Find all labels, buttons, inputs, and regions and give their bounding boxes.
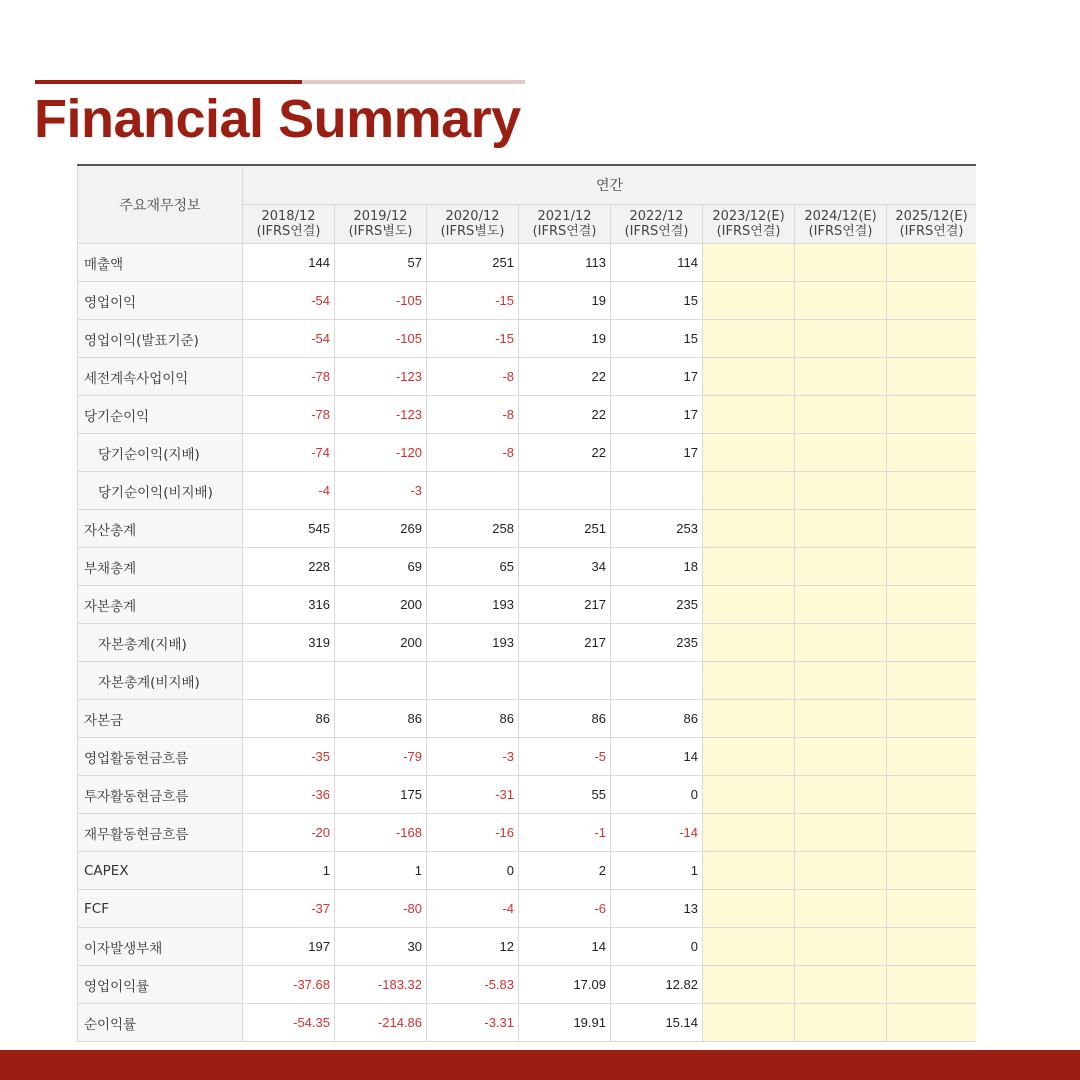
table-cell: 15 [611, 320, 703, 358]
table-cell [887, 624, 977, 662]
period-column-header [703, 205, 795, 244]
table-cell: -3.31 [427, 1004, 519, 1042]
row-label: 자본금 [78, 700, 243, 738]
table-row [78, 890, 977, 928]
period-column-header [519, 205, 611, 244]
row-label: 당기순이익(비지배) [78, 472, 243, 510]
table-cell: 235 [611, 624, 703, 662]
table-cell [703, 396, 795, 434]
row-label: 투자활동현금흐름 [78, 776, 243, 814]
table-cell: 57 [335, 244, 427, 282]
table-cell [519, 662, 611, 700]
table-cell: -5 [519, 738, 611, 776]
table-cell: 18 [611, 548, 703, 586]
table-cell: -15 [427, 320, 519, 358]
table-cell: 1 [243, 852, 335, 890]
table-row [78, 966, 977, 1004]
table-row [78, 928, 977, 966]
period-label: 2025/12(E) [895, 209, 968, 224]
table-cell [795, 320, 887, 358]
table-cell [795, 396, 887, 434]
row-label: 영업이익률 [78, 966, 243, 1004]
financial-table-container [77, 164, 976, 1042]
table-cell [795, 700, 887, 738]
table-cell: -8 [427, 358, 519, 396]
table-cell: -31 [427, 776, 519, 814]
table-cell: 200 [335, 624, 427, 662]
title-rule-accent [35, 80, 302, 84]
table-cell [887, 890, 977, 928]
annual-group-header: 연간 [243, 165, 977, 205]
table-cell: -120 [335, 434, 427, 472]
table-row [78, 814, 977, 852]
table-cell [703, 890, 795, 928]
table-cell [887, 320, 977, 358]
table-cell: 86 [519, 700, 611, 738]
table-cell [243, 662, 335, 700]
table-cell [795, 662, 887, 700]
table-cell: 22 [519, 358, 611, 396]
table-cell [703, 662, 795, 700]
accounting-basis-label: (IFRS연결) [899, 224, 964, 239]
table-cell: 251 [519, 510, 611, 548]
table-row [78, 358, 977, 396]
table-cell [887, 510, 977, 548]
table-cell: 235 [611, 586, 703, 624]
table-cell [703, 548, 795, 586]
row-label: 영업활동현금흐름 [78, 738, 243, 776]
table-row [78, 776, 977, 814]
table-cell: 193 [427, 624, 519, 662]
table-cell [887, 396, 977, 434]
table-cell: 15 [611, 282, 703, 320]
period-label: 2024/12(E) [804, 209, 877, 224]
row-label: 순이익률 [78, 1004, 243, 1042]
table-cell: 22 [519, 434, 611, 472]
table-cell: 15.14 [611, 1004, 703, 1042]
table-cell: 17 [611, 396, 703, 434]
table-cell [795, 1004, 887, 1042]
table-cell [795, 358, 887, 396]
table-cell: 217 [519, 624, 611, 662]
table-cell: 258 [427, 510, 519, 548]
table-cell: 86 [243, 700, 335, 738]
table-cell: -8 [427, 434, 519, 472]
table-row [78, 320, 977, 358]
row-label: 재무활동현금흐름 [78, 814, 243, 852]
table-cell [795, 776, 887, 814]
table-cell: -14 [611, 814, 703, 852]
table-cell: 30 [335, 928, 427, 966]
row-label: 영업이익(발표기준) [78, 320, 243, 358]
table-cell [887, 586, 977, 624]
table-cell [887, 776, 977, 814]
table-cell [887, 700, 977, 738]
table-cell [887, 738, 977, 776]
table-row [78, 738, 977, 776]
table-cell: 217 [519, 586, 611, 624]
table-cell [703, 928, 795, 966]
table-cell: 86 [427, 700, 519, 738]
table-cell: 34 [519, 548, 611, 586]
table-cell: 200 [335, 586, 427, 624]
page-title: Financial Summary [34, 89, 521, 149]
table-cell [703, 320, 795, 358]
table-cell [703, 700, 795, 738]
table-cell [703, 244, 795, 282]
period-column-header [243, 205, 335, 244]
footer-bar [0, 1050, 1080, 1080]
table-row [78, 586, 977, 624]
accounting-basis-label: (IFRS연결) [808, 224, 873, 239]
table-cell: -16 [427, 814, 519, 852]
row-label: FCF [78, 890, 243, 928]
table-cell [887, 472, 977, 510]
accounting-basis-label: (IFRS연결) [624, 224, 689, 239]
accounting-basis-label: (IFRS별도) [348, 224, 413, 239]
table-cell: -15 [427, 282, 519, 320]
table-cell [887, 928, 977, 966]
table-cell [795, 966, 887, 1004]
table-cell: -214.86 [335, 1004, 427, 1042]
table-cell: 197 [243, 928, 335, 966]
table-cell [887, 244, 977, 282]
table-cell: 545 [243, 510, 335, 548]
table-cell [795, 434, 887, 472]
period-column-header [795, 205, 887, 244]
label-column-header: 주요재무정보 [78, 165, 243, 244]
table-cell: 12 [427, 928, 519, 966]
table-cell [703, 434, 795, 472]
table-row [78, 244, 977, 282]
table-cell [887, 1004, 977, 1042]
row-label: 영업이익 [78, 282, 243, 320]
period-label: 2022/12 [629, 209, 684, 224]
period-column-header [887, 205, 977, 244]
table-cell: -105 [335, 320, 427, 358]
table-cell [795, 814, 887, 852]
table-cell [703, 282, 795, 320]
table-cell [795, 548, 887, 586]
table-cell: 113 [519, 244, 611, 282]
row-label: 자본총계(지배) [78, 624, 243, 662]
row-label: 자본총계(비지배) [78, 662, 243, 700]
table-cell [795, 928, 887, 966]
table-cell: 19 [519, 320, 611, 358]
table-cell: -78 [243, 358, 335, 396]
table-row [78, 472, 977, 510]
table-cell [703, 586, 795, 624]
table-cell: -54.35 [243, 1004, 335, 1042]
row-label: CAPEX [78, 852, 243, 890]
accounting-basis-label: (IFRS별도) [440, 224, 505, 239]
period-label: 2019/12 [353, 209, 408, 224]
table-row [78, 852, 977, 890]
table-cell [611, 662, 703, 700]
table-cell: -20 [243, 814, 335, 852]
table-cell: -6 [519, 890, 611, 928]
financial-summary-table [77, 164, 976, 1042]
table-cell: 12.82 [611, 966, 703, 1004]
title-rule [35, 80, 525, 84]
table-cell [887, 548, 977, 586]
table-row [78, 510, 977, 548]
table-cell: 65 [427, 548, 519, 586]
table-cell: -183.32 [335, 966, 427, 1004]
table-cell [887, 852, 977, 890]
table-cell: 14 [519, 928, 611, 966]
table-cell: 19.91 [519, 1004, 611, 1042]
row-label: 자산총계 [78, 510, 243, 548]
table-cell [703, 358, 795, 396]
table-cell: -1 [519, 814, 611, 852]
table-cell [703, 966, 795, 1004]
table-cell [795, 282, 887, 320]
table-cell [703, 776, 795, 814]
table-cell: 175 [335, 776, 427, 814]
table-cell: 69 [335, 548, 427, 586]
table-cell [703, 814, 795, 852]
table-cell: 19 [519, 282, 611, 320]
table-cell: -37 [243, 890, 335, 928]
table-cell [795, 510, 887, 548]
table-cell [703, 1004, 795, 1042]
table-cell [335, 662, 427, 700]
table-cell [427, 472, 519, 510]
table-cell [795, 890, 887, 928]
table-cell [795, 472, 887, 510]
table-cell: -123 [335, 396, 427, 434]
table-cell [795, 738, 887, 776]
table-row [78, 662, 977, 700]
table-cell [703, 624, 795, 662]
table-cell: 17.09 [519, 966, 611, 1004]
table-row [78, 396, 977, 434]
row-label: 세전계속사업이익 [78, 358, 243, 396]
table-body [78, 244, 977, 1042]
period-label: 2023/12(E) [712, 209, 785, 224]
table-cell [703, 738, 795, 776]
accounting-basis-label: (IFRS연결) [256, 224, 321, 239]
table-cell: -37.68 [243, 966, 335, 1004]
table-cell: -4 [427, 890, 519, 928]
table-cell: 319 [243, 624, 335, 662]
table-row [78, 548, 977, 586]
row-label: 당기순이익(지배) [78, 434, 243, 472]
table-cell: -168 [335, 814, 427, 852]
period-label: 2021/12 [537, 209, 592, 224]
table-cell: 0 [427, 852, 519, 890]
table-cell [887, 358, 977, 396]
table-cell: 22 [519, 396, 611, 434]
table-row [78, 434, 977, 472]
table-cell: -80 [335, 890, 427, 928]
table-cell: 0 [611, 776, 703, 814]
table-cell [611, 472, 703, 510]
table-row [78, 282, 977, 320]
table-cell [703, 852, 795, 890]
row-label: 매출액 [78, 244, 243, 282]
table-row [78, 624, 977, 662]
table-cell: -78 [243, 396, 335, 434]
table-cell: 17 [611, 358, 703, 396]
table-cell: 269 [335, 510, 427, 548]
table-cell: -4 [243, 472, 335, 510]
period-column-header [335, 205, 427, 244]
table-cell: 55 [519, 776, 611, 814]
table-cell: 13 [611, 890, 703, 928]
accounting-basis-label: (IFRS연결) [716, 224, 781, 239]
table-cell: 2 [519, 852, 611, 890]
table-cell [887, 434, 977, 472]
table-row [78, 1004, 977, 1042]
table-cell: 17 [611, 434, 703, 472]
row-label: 자본총계 [78, 586, 243, 624]
table-cell: -5.83 [427, 966, 519, 1004]
row-label: 당기순이익 [78, 396, 243, 434]
table-cell [519, 472, 611, 510]
table-cell: 193 [427, 586, 519, 624]
table-cell [795, 586, 887, 624]
period-label: 2020/12 [445, 209, 500, 224]
table-cell [887, 282, 977, 320]
table-cell [887, 662, 977, 700]
table-cell: 0 [611, 928, 703, 966]
table-cell [427, 662, 519, 700]
table-cell: -54 [243, 320, 335, 358]
table-cell: 253 [611, 510, 703, 548]
table-cell [703, 510, 795, 548]
table-cell [703, 472, 795, 510]
period-column-header [611, 205, 703, 244]
table-cell: 228 [243, 548, 335, 586]
table-cell: -123 [335, 358, 427, 396]
table-cell: -3 [335, 472, 427, 510]
table-cell: -35 [243, 738, 335, 776]
table-cell: 316 [243, 586, 335, 624]
table-cell [795, 244, 887, 282]
table-cell: 1 [335, 852, 427, 890]
period-label: 2018/12 [261, 209, 316, 224]
table-row [78, 700, 977, 738]
table-cell: -3 [427, 738, 519, 776]
row-label: 부채총계 [78, 548, 243, 586]
table-cell: 86 [611, 700, 703, 738]
table-cell [795, 852, 887, 890]
table-cell: 114 [611, 244, 703, 282]
table-cell: 251 [427, 244, 519, 282]
accounting-basis-label: (IFRS연결) [532, 224, 597, 239]
table-cell: -79 [335, 738, 427, 776]
table-cell: -54 [243, 282, 335, 320]
table-cell: -36 [243, 776, 335, 814]
table-cell: 1 [611, 852, 703, 890]
table-cell [887, 966, 977, 1004]
period-column-header [427, 205, 519, 244]
table-cell: 14 [611, 738, 703, 776]
table-cell [887, 814, 977, 852]
table-cell [795, 624, 887, 662]
table-cell: -8 [427, 396, 519, 434]
row-label: 이자발생부채 [78, 928, 243, 966]
table-cell: 86 [335, 700, 427, 738]
table-cell: -105 [335, 282, 427, 320]
table-cell: -74 [243, 434, 335, 472]
table-cell: 144 [243, 244, 335, 282]
